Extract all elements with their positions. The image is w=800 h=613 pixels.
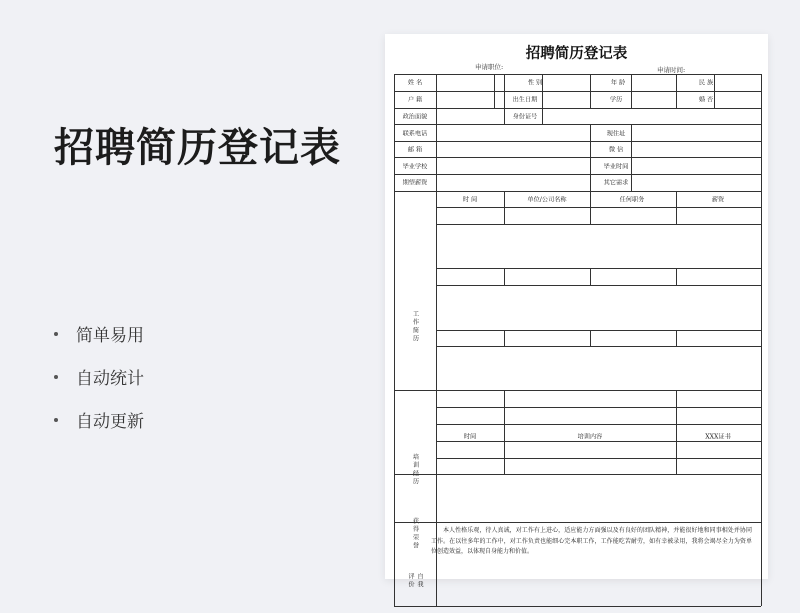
grid-line: [631, 74, 632, 91]
apply-time-label: 申请时间:: [657, 66, 686, 74]
grid-line: [590, 91, 591, 108]
grid-line: [436, 285, 761, 286]
grid-line: [436, 346, 761, 347]
label-gender: 性 别: [527, 79, 543, 87]
label-birthdate: 出生日期: [512, 96, 538, 104]
grid-line: [394, 74, 761, 75]
feature-label: 自动统计: [76, 369, 144, 389]
hero-title: 招聘简历登记表: [54, 125, 341, 171]
grid-line: [761, 74, 762, 606]
grid-line: [394, 522, 761, 523]
training-header-content: 培训内容: [577, 433, 603, 441]
grid-line: [676, 91, 677, 108]
grid-line: [436, 207, 761, 208]
label-email: 邮 箱: [407, 146, 423, 154]
grid-line: [494, 74, 495, 91]
training-section-label: 培训经历: [411, 453, 419, 487]
grid-line: [436, 441, 761, 442]
feature-item: [54, 398, 144, 441]
label-age: 年 龄: [610, 79, 626, 87]
grid-line: [504, 191, 505, 224]
form-title: 招聘简历登记表: [525, 45, 628, 62]
grid-line: [590, 191, 591, 224]
grid-line: [394, 108, 761, 109]
grid-line: [394, 474, 761, 475]
grid-line: [436, 424, 761, 425]
feature-label: 自动更新: [76, 412, 144, 432]
grid-line: [590, 124, 591, 191]
grid-line: [494, 91, 495, 108]
work-header-salary: 薪资: [711, 196, 725, 204]
grid-line: [631, 91, 632, 108]
grid-line: [436, 224, 761, 225]
work-header-company: 单位/公司名称: [527, 196, 567, 204]
grid-line: [394, 191, 761, 192]
grid-line: [714, 74, 715, 91]
honors-label: 获得荣誉: [411, 517, 419, 551]
feature-item: [54, 312, 144, 355]
grid-line: [394, 174, 761, 175]
work-section-label: 工作简历: [411, 310, 419, 344]
grid-line: [436, 330, 761, 331]
self-eval-label: 自我评价: [407, 573, 423, 590]
grid-line: [394, 124, 761, 125]
grid-line: [394, 74, 395, 606]
grid-line: [436, 268, 761, 269]
grid-line: [504, 390, 505, 474]
grid-line: [394, 390, 761, 391]
grid-line: [394, 606, 761, 607]
bullet-icon: [54, 332, 58, 336]
grid-line: [394, 157, 761, 158]
grid-line: [542, 91, 543, 108]
label-grad-time: 毕业时间: [603, 163, 629, 171]
grid-line: [504, 74, 505, 91]
grid-line: [631, 124, 632, 191]
label-hukou: 户 籍: [407, 96, 423, 104]
bullet-icon: [54, 375, 58, 379]
grid-line: [394, 91, 761, 92]
label-other: 其它需求: [603, 179, 629, 187]
label-salary: 期望薪资: [402, 179, 428, 187]
grid-line: [394, 141, 761, 142]
label-name: 姓 名: [407, 79, 423, 87]
grid-line: [542, 74, 543, 91]
label-school: 毕业学校: [402, 163, 428, 171]
grid-line: [542, 108, 543, 124]
label-ethnicity: 民 族: [698, 79, 714, 87]
grid-line: [590, 330, 591, 346]
label-married: 婚 否: [698, 96, 714, 104]
grid-line: [676, 268, 677, 285]
grid-line: [714, 91, 715, 108]
work-header-position: 任何职务: [619, 196, 645, 204]
label-education: 学历: [609, 96, 623, 104]
apply-position-label: 申请职位:: [475, 63, 504, 71]
grid-line: [504, 330, 505, 346]
feature-list: [54, 312, 144, 441]
label-address: 现住址: [606, 130, 626, 138]
training-header-time: 时间: [463, 433, 477, 441]
grid-line: [676, 330, 677, 346]
feature-label: 简单易用: [76, 326, 144, 346]
label-wechat: 微 信: [608, 146, 624, 154]
grid-line: [676, 191, 677, 224]
training-header-cert: XXX证书: [705, 433, 731, 441]
grid-line: [504, 91, 505, 108]
grid-line: [590, 74, 591, 91]
feature-item: [54, 355, 144, 398]
work-header-time: 时 间: [462, 196, 478, 204]
grid-line: [436, 458, 761, 459]
label-political: 政治面貌: [402, 113, 428, 121]
label-id-number: 身份证号: [512, 113, 538, 121]
self-eval-text: 本人性格乐观，待人真诚，对工作有上进心，适应能力方面强以及有良好的团队精神，并能很好地和同事相处并协同工作。在以往多年的工作中，对工作负责也能细心完本职工作，工作能吃苦耐劳，如有幸被录用，我将会竭尽全力为资单位创造效益，以体现自身能力和价值。: [431, 527, 752, 555]
bullet-icon: [54, 418, 58, 422]
grid-line: [504, 268, 505, 285]
grid-line: [504, 108, 505, 124]
grid-line: [436, 407, 761, 408]
grid-line: [590, 268, 591, 285]
resume-form-preview: [385, 34, 768, 590]
grid-line: [676, 74, 677, 91]
label-phone: 联系电话: [402, 130, 428, 138]
grid-line: [676, 390, 677, 474]
